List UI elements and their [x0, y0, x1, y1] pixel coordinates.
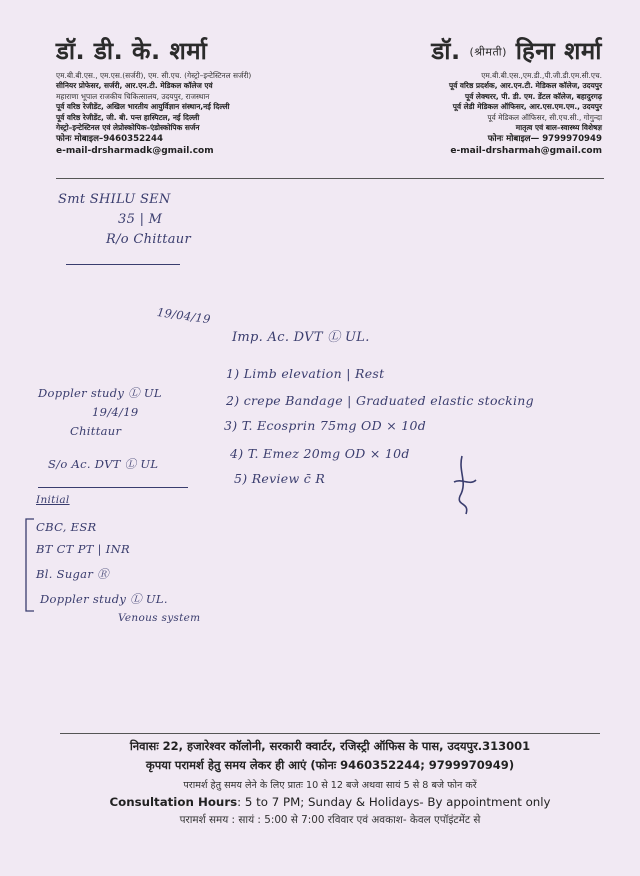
left-note-doppler: Doppler study Ⓛ UL [38, 386, 162, 400]
footer-hours-english [60, 795, 600, 809]
doctor-right-line: पूर्व लेक्चरर, पी. डी. एम. डेंटल कॉलेज, बहादुरगढ़ [465, 91, 602, 101]
left-note-place: Chittaur [70, 424, 122, 438]
impression: Imp. Ac. DVT Ⓛ UL. [232, 330, 370, 345]
doctor-right-name-row [322, 34, 602, 67]
doctor-right-line: पूर्व मेडिकल ऑफिसर, सी.एच.सी., गोगुन्दा [487, 112, 602, 122]
patient-residence: R/o Chittaur [106, 232, 191, 247]
doctor-left-line: महाराणा भूपाल राजकीय चिकित्सालय, उदयपुर, राजस्थान [56, 91, 210, 101]
doctor-right-qualification: एम.बी.बी.एस.,एम.डी.,पी.जी.डी.एम.सी.एच. [481, 71, 602, 80]
doctor-left-header [56, 34, 316, 157]
doctor-right-name-prefix: डॉ. [431, 37, 461, 65]
doctor-right-line: पूर्व लेडी मेडिकल ऑफिसर, आर.एस.एम.एम., उदयपुर [452, 102, 602, 112]
footer-hours-hindi-2: परामर्श समय : सायं : 5:00 से 7:00 रविवार एवं अवकाश- केवल एपॉइंटमेंट से [179, 814, 481, 826]
footer-divider [60, 733, 600, 734]
header-divider [56, 178, 604, 179]
treatment-item: 2) crepe Bandage | Graduated elastic stocking [226, 393, 534, 408]
doctor-left-line: गेस्ट्रो–इन्टेस्टिनल एवं लेप्रोस्कोपिक–एंडोस्कोपिक सर्जन [56, 123, 200, 133]
doctor-left-qualification: एम.बी.बी.एस., एम.एस.(सर्जरी), एम. सी.एच. (गेस्ट्रो–इन्टेस्टिनल सर्जरी) [56, 71, 252, 80]
doctor-signature [448, 452, 480, 522]
patient-underline [66, 264, 180, 265]
footer-hours-value: : 5 to 7 PM; Sunday & Holidays- By appointment only [237, 795, 551, 809]
doctor-right-phone: फोनः मोबाइल— 9799970949 [487, 134, 602, 145]
doctor-left-line: पूर्व वरिष्ठ रेजीडेंट, अखिल भारतीय आयुर्विज्ञान संस्थान,नई दिल्ली [56, 102, 230, 112]
investigation-item: BT CT PT | INR [36, 542, 130, 556]
doctor-right-honorific: (श्रीमती) [469, 45, 507, 59]
investigation-item: Doppler study Ⓛ UL. [40, 592, 168, 606]
patient-name: Smt SHILU SEN [58, 192, 171, 207]
doctor-right-line: पूर्व वरिष्ठ प्रदर्शक, आर.एन.टी. मेडिकल कॉलेज, उदयपुर [449, 81, 602, 91]
treatment-item: 4) T. Emez 20mg OD × 10d [230, 446, 410, 461]
doctor-right-email: e-mail-drsharmah@gmail.com [450, 146, 602, 157]
investigation-item: CBC, ESR [36, 520, 97, 534]
footer-appointment: कृपया परामर्श हेतु समय लेकर ही आएं (फोनः 9460352244; 9799970949) [145, 758, 515, 772]
visit-date: 19/04/19 [156, 305, 212, 327]
doctor-left-email: e-mail-drsharmadk@gmail.com [56, 146, 214, 157]
doctor-right-name: हिना शर्मा [515, 37, 602, 65]
left-note-diagnosis: S/o Ac. DVT Ⓛ UL [48, 457, 159, 471]
doctor-left-line: सीनियर प्रोफेसर, सर्जरी, आर.एन.टी. मेडिकल कॉलेज एवं [56, 81, 213, 91]
doctor-left-line: पूर्व वरिष्ठ रेजीडेंट, जी. बी. पन्त हास्पिटल, नई दिल्ली [56, 112, 200, 122]
doctor-right-header [322, 34, 602, 157]
doctor-left-name: डॉ. डी. के. शर्मा [56, 37, 208, 65]
investigations-heading: Initial [36, 494, 70, 506]
footer-hours-label: Consultation Hours [109, 795, 238, 809]
left-note-underline [38, 487, 188, 488]
doctor-left-phone: फोनः मोबाइल–9460352244 [56, 134, 163, 145]
treatment-item: 3) T. Ecosprin 75mg OD × 10d [224, 418, 427, 433]
investigation-note: Venous system [118, 612, 201, 624]
investigation-item: Bl. Sugar Ⓡ [36, 567, 109, 581]
patient-age: 35 | M [118, 212, 163, 227]
footer-address: निवासः 22, हजारेश्वर कॉलोनी, सरकारी क्वार्टर, रजिस्ट्री ऑफिस के पास, उदयपुर.313001 [129, 739, 531, 753]
treatment-item: 5) Review c̄ R [234, 471, 326, 486]
treatment-item: 1) Limb elevation | Rest [226, 366, 385, 381]
doctor-right-line: मातृत्व एवं बाल–स्वास्थ्य विशेषज्ञ [515, 123, 602, 133]
footer-hours-hindi: परामर्श हेतु समय लेने के लिए प्रातः 10 से 12 बजे अथवा सायं 5 से 8 बजे फोन करें [183, 780, 477, 791]
left-note-date: 19/4/19 [92, 405, 139, 419]
